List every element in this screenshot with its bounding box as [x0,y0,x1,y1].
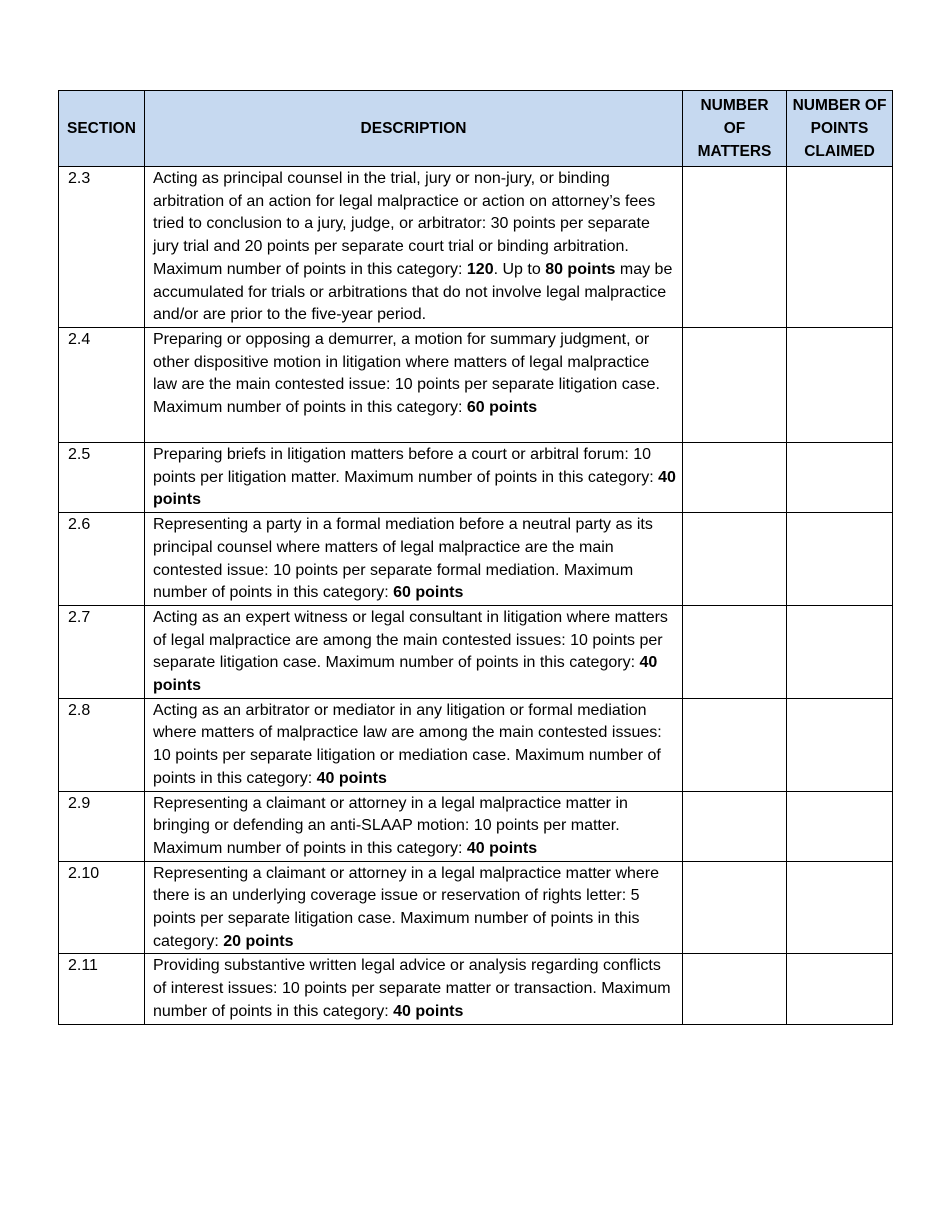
table-row [59,954,893,1024]
max-points-bold: 40 points [466,839,538,857]
section-number-cell: 2.7 [59,605,145,698]
description-cell [145,328,683,443]
max-points-bold: 40 points [316,769,387,787]
points-claimed-cell[interactable] [787,698,893,791]
header-number-of-matters [683,91,787,167]
section-number-cell: 2.10 [59,861,145,954]
section-number-cell: 2.8 [59,698,145,791]
table-row [59,861,893,954]
number-of-matters-cell[interactable] [683,698,787,791]
description-cell [145,605,683,698]
table-row [59,698,893,791]
number-of-matters-cell[interactable] [683,167,787,328]
description-cell [145,513,683,606]
points-claimed-cell[interactable] [787,605,893,698]
max-points-bold: 40 points [393,1002,464,1020]
description-text: Acting as an expert witness or legal consultant in litigation where matters of legal malpractice are among the main contested issues: 10 points per separate litigation case. Maximum number of points in this category: [153,608,668,672]
header-points-line: CLAIMED [804,143,875,160]
header-points-line: POINTS [810,120,869,137]
description-cell [145,167,683,328]
number-of-matters-cell[interactable] [683,605,787,698]
description-text: Preparing or opposing a demurrer, a motion for summary judgment, or other dispositive motion in litigation where matters of legal malpractice law are the main contested issue: 10 points per separate litigation case. Maximum number of points in this category: [153,331,660,417]
section-number-cell: 2.11 [59,954,145,1024]
table-row [59,443,893,513]
description-cell [145,954,683,1024]
section-number-cell: 2.9 [59,791,145,861]
points-claimed-cell[interactable] [787,443,893,513]
points-claimed-table [58,90,893,1025]
max-points-bold: 60 points [466,399,538,417]
table-row [59,605,893,698]
number-of-matters-cell[interactable] [683,443,787,513]
table-row [59,513,893,606]
points-claimed-cell[interactable] [787,513,893,606]
description-cell [145,698,683,791]
max-points-bold: 40 points [153,468,676,509]
section-number-cell: 2.5 [59,443,145,513]
header-matters-line: NUMBER [700,97,769,114]
header-matters-line: OF [723,120,746,137]
description-cell [145,791,683,861]
header-matters-line: MATTERS [697,143,772,160]
number-of-matters-cell[interactable] [683,861,787,954]
points-claimed-cell[interactable] [787,791,893,861]
section-number-cell: 2.4 [59,328,145,443]
points-claimed-cell[interactable] [787,167,893,328]
description-text: Representing a claimant or attorney in a legal malpractice matter in bringing or defending an anti-SLAAP motion: 10 points per matter. Maximum number of points in this category: [153,794,628,857]
max-points-bold: 60 points [393,584,464,602]
table-row [59,167,893,328]
description-text: Representing a claimant or attorney in a legal malpractice matter where there is an underlying coverage issue or reservation of rights letter: 5 points per separate litigation case. Maximum number of points in this category: [153,864,660,950]
description-cell [145,443,683,513]
description-text: may be accumulated for trials or arbitrations that do not involve legal malpractice and/or are prior to the five-year period. [153,260,673,324]
header-points-line: NUMBER OF [792,97,887,114]
number-of-matters-cell[interactable] [683,954,787,1024]
table-row [59,791,893,861]
description-cell [145,861,683,954]
table-row [59,328,893,443]
number-of-matters-cell[interactable] [683,328,787,443]
accumulated-points-bold: 80 points [545,260,616,278]
number-of-matters-cell[interactable] [683,513,787,606]
max-points-bold: 40 points [153,654,658,695]
number-of-matters-cell[interactable] [683,791,787,861]
description-text: Preparing briefs in litigation matters before a court or arbitral forum: 10 points per litigation matter. Maximum number of points in this category: [153,446,659,486]
max-points-bold: 20 points [223,932,294,950]
points-claimed-cell[interactable] [787,328,893,443]
header-number-of-points-claimed [787,91,893,167]
description-text: Providing substantive written legal advice or analysis regarding conflicts of interest issues: 10 points per separate matter or transaction. Maximum number of points in this category: [153,957,671,1020]
section-number-cell: 2.6 [59,513,145,606]
points-claimed-cell[interactable] [787,954,893,1024]
section-number-cell: 2.3 [59,167,145,328]
header-description: DESCRIPTION [145,91,683,167]
table-header-row [59,91,893,167]
description-text: Acting as an arbitrator or mediator in any litigation or formal mediation where matters of malpractice law are among the main contested issues: 10 points per separate litigation or mediation case. Maximum number of points in this category: [153,701,662,787]
points-claimed-cell[interactable] [787,861,893,954]
header-section: SECTION [59,91,145,167]
max-points-bold: 120 [466,260,494,278]
description-text: Representing a party in a formal mediation before a neutral party as its principal counsel where matters of legal malpractice are the main contested issue: 10 points per separate formal mediation. Maximum number of points in this category: [153,516,653,602]
description-text: Acting as principal counsel in the trial, jury or non-jury, or binding arbitration of an action for legal malpractice or action on attorney’s fees tried to conclusion to a jury, judge, or arbitrator: 30 points per separate jury trial and 20 points per separate court trial or binding arbitration. Maximum number of points in this category: [153,170,656,278]
description-text: . Up to [493,260,546,278]
